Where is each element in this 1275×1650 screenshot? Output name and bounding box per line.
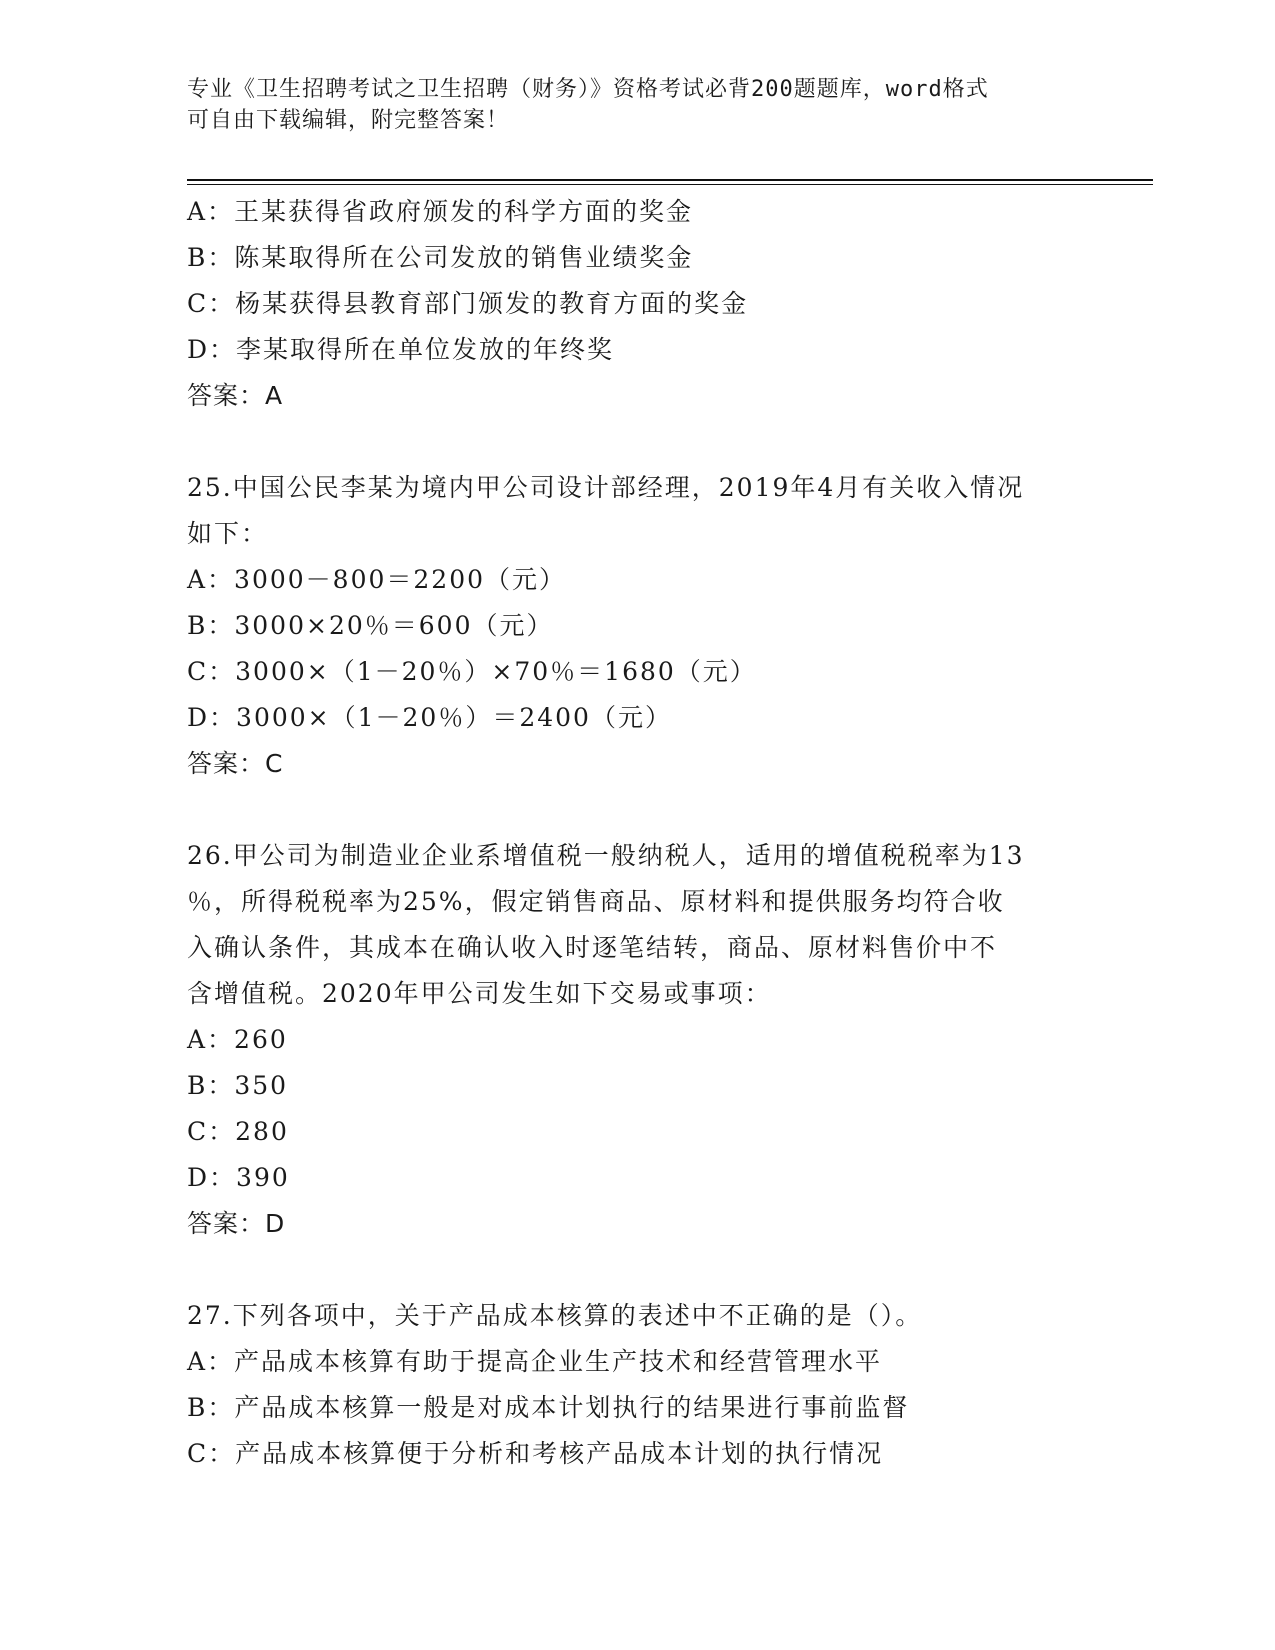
spacer xyxy=(187,787,1087,833)
option-a: A：3000－800＝2200（元） xyxy=(187,565,567,594)
option-c: C：3000×（1－20％）×70％＝1680（元） xyxy=(187,657,757,686)
answer-line: 答案：C xyxy=(187,749,284,778)
question-stem: 27.下列各项中，关于产品成本核算的表述中不正确的是（）。 xyxy=(187,1301,923,1330)
question-24 xyxy=(187,189,1087,419)
option-d: D：3000×（1－20％）＝2400（元） xyxy=(187,703,672,732)
document-header xyxy=(187,74,1087,136)
answer-line: 答案：A xyxy=(187,381,284,410)
question-stem: 26.甲公司为制造业企业系增值税一般纳税人，适用的增值税税率为13 xyxy=(187,841,1025,870)
header-divider-thin xyxy=(187,184,1153,185)
document-body xyxy=(187,189,1087,1477)
option-b: B：350 xyxy=(187,1071,289,1100)
option-b: B：3000×20％＝600（元） xyxy=(187,611,554,640)
header-divider-thick xyxy=(187,179,1153,181)
option-a: A：产品成本核算有助于提高企业生产技术和经营管理水平 xyxy=(187,1347,883,1376)
question-27 xyxy=(187,1293,1087,1477)
option-d: D：390 xyxy=(187,1163,290,1192)
spacer xyxy=(187,419,1087,465)
option-c: C：产品成本核算便于分析和考核产品成本计划的执行情况 xyxy=(187,1439,884,1468)
option-c: C：杨某获得县教育部门颁发的教育方面的奖金 xyxy=(187,289,749,318)
option-c: C：280 xyxy=(187,1117,289,1146)
question-stem-continued: 含增值税。2020年甲公司发生如下交易或事项： xyxy=(187,979,772,1008)
option-b: B：陈某取得所在公司发放的销售业绩奖金 xyxy=(187,243,694,272)
option-a: A：王某获得省政府颁发的科学方面的奖金 xyxy=(187,197,694,226)
question-26 xyxy=(187,833,1087,1247)
header-line-2: 可自由下载编辑，附完整答案！ xyxy=(187,108,510,133)
question-stem: 25.中国公民李某为境内甲公司设计部经理，2019年4月有关收入情况 xyxy=(187,473,1025,502)
spacer xyxy=(187,1247,1087,1293)
option-d: D：李某取得所在单位发放的年终奖 xyxy=(187,335,615,364)
answer-line: 答案：D xyxy=(187,1209,286,1238)
header-line-1: 专业《卫生招聘考试之卫生招聘（财务）》资格考试必背200题题库，word格式 xyxy=(187,77,989,102)
question-25 xyxy=(187,465,1087,787)
option-a: A：260 xyxy=(187,1025,288,1054)
question-stem-continued: 如下： xyxy=(187,519,269,548)
question-stem-continued: ％，所得税税率为25%，假定销售商品、原材料和提供服务均符合收 xyxy=(187,887,1005,916)
question-stem-continued: 入确认条件，其成本在确认收入时逐笔结转，商品、原材料售价中不 xyxy=(187,933,998,962)
option-b: B：产品成本核算一般是对成本计划执行的结果进行事前监督 xyxy=(187,1393,910,1422)
